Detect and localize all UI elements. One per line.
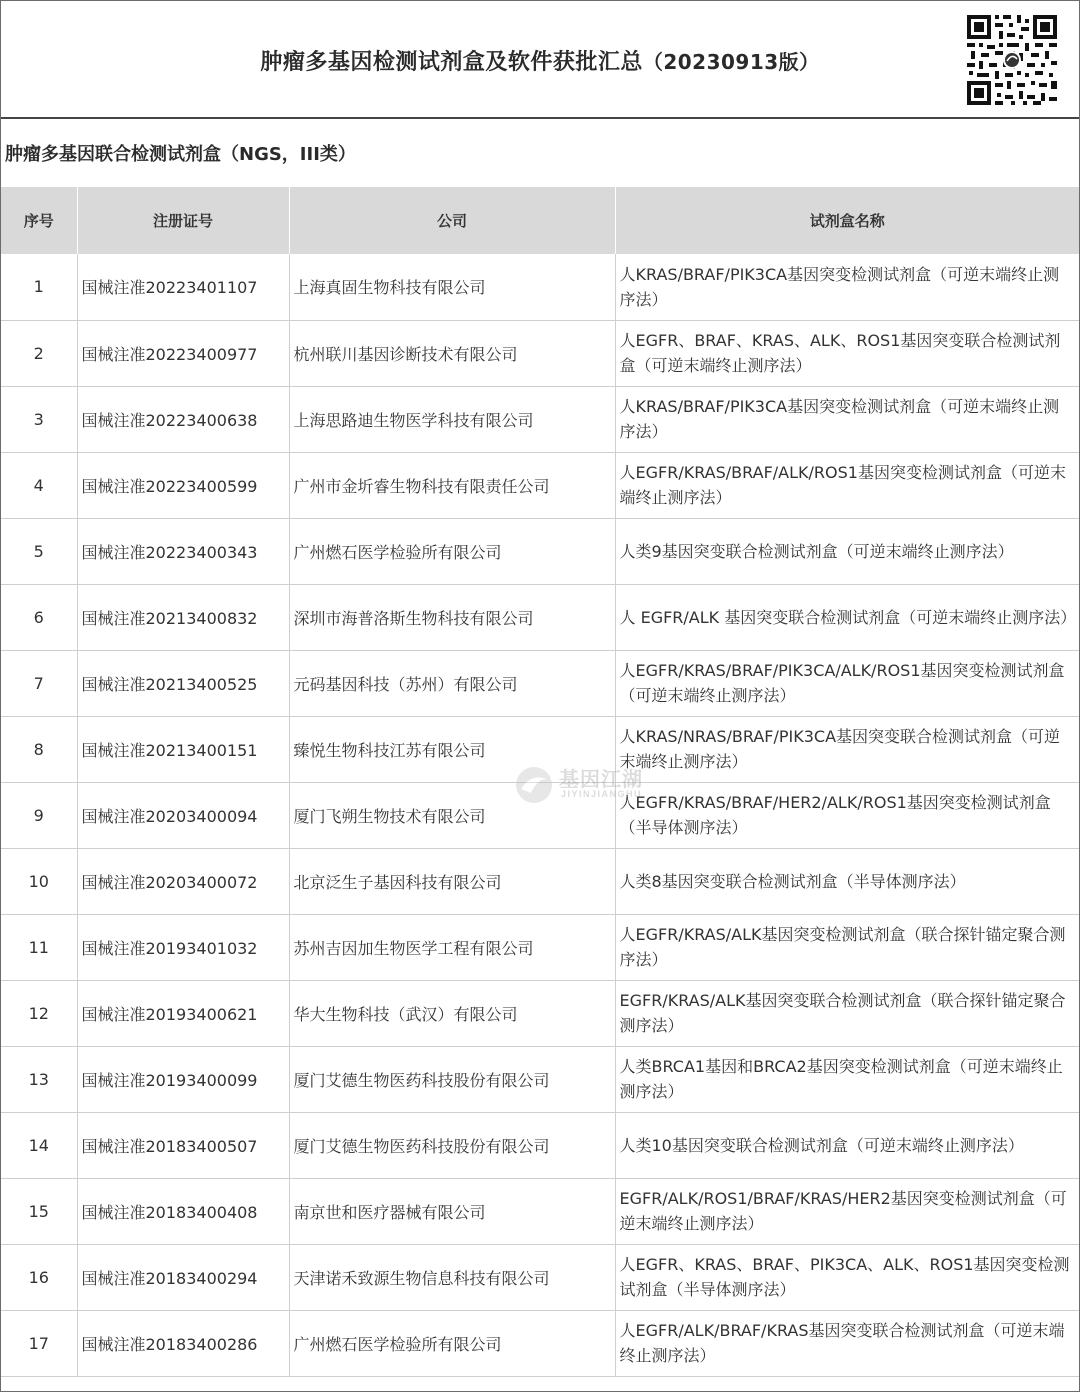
cell-registration-no: 国械注准20193400099 bbox=[77, 1046, 289, 1112]
cell-kit-name: 人KRAS/NRAS/BRAF/PIK3CA基因突变联合检测试剂盒（可逆末端终止测序法） bbox=[615, 716, 1079, 782]
cell-index: 11 bbox=[1, 914, 77, 980]
table-row bbox=[1, 782, 1079, 848]
cell-registration-no: 国械注准20223400977 bbox=[77, 320, 289, 386]
header-company: 公司 bbox=[289, 187, 615, 254]
cell-registration-no: 国械注准20213400832 bbox=[77, 584, 289, 650]
cell-company: 元码基因科技（苏州）有限公司 bbox=[289, 650, 615, 716]
cell-index: 5 bbox=[1, 518, 77, 584]
cell-index: 13 bbox=[1, 1046, 77, 1112]
cell-registration-no: 国械注准20183400507 bbox=[77, 1112, 289, 1178]
table-header bbox=[1, 187, 1079, 254]
table-row bbox=[1, 716, 1079, 782]
cell-kit-name: EGFR/ALK/ROS1/BRAF/KRAS/HER2基因突变检测试剂盒（可逆末端终止测序法） bbox=[615, 1178, 1079, 1244]
cell-kit-name: 人EGFR、KRAS、BRAF、PIK3CA、ALK、ROS1基因突变检测试剂盒（半导体测序法） bbox=[615, 1244, 1079, 1310]
cell-registration-no: 国械注准20203400072 bbox=[77, 848, 289, 914]
table-row bbox=[1, 650, 1079, 716]
header-registration-no: 注册证号 bbox=[77, 187, 289, 254]
table-row bbox=[1, 848, 1079, 914]
table-row bbox=[1, 914, 1079, 980]
cell-registration-no: 国械注准20223401107 bbox=[77, 254, 289, 320]
table-row bbox=[1, 1112, 1079, 1178]
cell-company: 北京泛生子基因科技有限公司 bbox=[289, 848, 615, 914]
cell-kit-name: 人KRAS/BRAF/PIK3CA基因突变检测试剂盒（可逆末端终止测序法） bbox=[615, 254, 1079, 320]
cell-kit-name: 人EGFR/ALK/BRAF/KRAS基因突变联合检测试剂盒（可逆末端终止测序法） bbox=[615, 1310, 1079, 1376]
table-row bbox=[1, 320, 1079, 386]
cell-registration-no: 国械注准20223400638 bbox=[77, 386, 289, 452]
cell-kit-name: 人EGFR、BRAF、KRAS、ALK、ROS1基因突变联合检测试剂盒（可逆末端终止测序法） bbox=[615, 320, 1079, 386]
table-row bbox=[1, 254, 1079, 320]
cell-index: 14 bbox=[1, 1112, 77, 1178]
cell-index: 4 bbox=[1, 452, 77, 518]
document-title bbox=[1, 45, 1079, 76]
cell-index: 15 bbox=[1, 1178, 77, 1244]
cell-kit-name: 人EGFR/KRAS/ALK基因突变检测试剂盒（联合探针锚定聚合测序法） bbox=[615, 914, 1079, 980]
cell-index: 9 bbox=[1, 782, 77, 848]
cell-company: 天津诺禾致源生物信息科技有限公司 bbox=[289, 1244, 615, 1310]
cell-kit-name: 人EGFR/KRAS/BRAF/ALK/ROS1基因突变检测试剂盒（可逆末端终止测序法） bbox=[615, 452, 1079, 518]
cell-kit-name: 人类BRCA1基因和BRCA2基因突变检测试剂盒（可逆末端终止测序法） bbox=[615, 1046, 1079, 1112]
table-row bbox=[1, 1310, 1079, 1376]
cell-kit-name: EGFR/KRAS/ALK基因突变联合检测试剂盒（联合探针锚定聚合测序法） bbox=[615, 980, 1079, 1046]
cell-company: 上海真固生物科技有限公司 bbox=[289, 254, 615, 320]
cell-index: 17 bbox=[1, 1310, 77, 1376]
cell-company: 上海思路迪生物医学科技有限公司 bbox=[289, 386, 615, 452]
cell-registration-no: 国械注准20203400094 bbox=[77, 782, 289, 848]
cell-registration-no: 国械注准20223400343 bbox=[77, 518, 289, 584]
qr-code-icon bbox=[965, 13, 1059, 107]
cell-company: 广州市金圻睿生物科技有限责任公司 bbox=[289, 452, 615, 518]
cell-company: 厦门艾德生物医药科技股份有限公司 bbox=[289, 1112, 615, 1178]
cell-company: 苏州吉因加生物医学工程有限公司 bbox=[289, 914, 615, 980]
cell-company: 广州燃石医学检验所有限公司 bbox=[289, 518, 615, 584]
document-header bbox=[1, 1, 1079, 119]
table-row bbox=[1, 452, 1079, 518]
cell-company: 臻悦生物科技江苏有限公司 bbox=[289, 716, 615, 782]
watermark-subtext: JIYINJIANGHU bbox=[561, 789, 643, 799]
watermark-text: 基因江湖 bbox=[559, 767, 643, 791]
cell-registration-no: 国械注准20193401032 bbox=[77, 914, 289, 980]
cell-index: 12 bbox=[1, 980, 77, 1046]
section-title: 肿瘤多基因联合检测试剂盒（NGS，III类） bbox=[5, 144, 356, 165]
table-row bbox=[1, 1178, 1079, 1244]
table-row bbox=[1, 584, 1079, 650]
header-kit-name: 试剂盒名称 bbox=[615, 187, 1079, 254]
document-title-text: 肿瘤多基因检测试剂盒及软件获批汇总 bbox=[260, 50, 643, 75]
header-index: 序号 bbox=[1, 187, 77, 254]
cell-company: 华大生物科技（武汉）有限公司 bbox=[289, 980, 615, 1046]
cell-index: 1 bbox=[1, 254, 77, 320]
table-row bbox=[1, 1046, 1079, 1112]
cell-index: 3 bbox=[1, 386, 77, 452]
cell-kit-name: 人类8基因突变联合检测试剂盒（半导体测序法） bbox=[615, 848, 1079, 914]
cell-registration-no: 国械注准20213400525 bbox=[77, 650, 289, 716]
cell-index: 16 bbox=[1, 1244, 77, 1310]
table-body bbox=[1, 254, 1079, 1376]
cell-index: 10 bbox=[1, 848, 77, 914]
cell-registration-no: 国械注准20213400151 bbox=[77, 716, 289, 782]
cell-company: 杭州联川基因诊断技术有限公司 bbox=[289, 320, 615, 386]
table-row bbox=[1, 1244, 1079, 1310]
table-row bbox=[1, 980, 1079, 1046]
cell-index: 8 bbox=[1, 716, 77, 782]
cell-company: 厦门艾德生物医药科技股份有限公司 bbox=[289, 1046, 615, 1112]
cell-registration-no: 国械注准20193400621 bbox=[77, 980, 289, 1046]
cell-registration-no: 国械注准20183400294 bbox=[77, 1244, 289, 1310]
cell-kit-name: 人KRAS/BRAF/PIK3CA基因突变检测试剂盒（可逆末端终止测序法） bbox=[615, 386, 1079, 452]
cell-kit-name: 人EGFR/KRAS/BRAF/HER2/ALK/ROS1基因突变检测试剂盒（半导体测序法） bbox=[615, 782, 1079, 848]
approval-table bbox=[1, 187, 1079, 1377]
cell-registration-no: 国械注准20183400286 bbox=[77, 1310, 289, 1376]
cell-index: 2 bbox=[1, 320, 77, 386]
table-row bbox=[1, 518, 1079, 584]
table-row bbox=[1, 386, 1079, 452]
cell-company: 广州燃石医学检验所有限公司 bbox=[289, 1310, 615, 1376]
cell-kit-name: 人类9基因突变联合检测试剂盒（可逆末端终止测序法） bbox=[615, 518, 1079, 584]
cell-company: 深圳市海普洛斯生物科技有限公司 bbox=[289, 584, 615, 650]
cell-index: 7 bbox=[1, 650, 77, 716]
cell-registration-no: 国械注准20223400599 bbox=[77, 452, 289, 518]
cell-kit-name: 人类10基因突变联合检测试剂盒（可逆末端终止测序法） bbox=[615, 1112, 1079, 1178]
cell-index: 6 bbox=[1, 584, 77, 650]
table-header-row bbox=[1, 187, 1079, 254]
cell-company: 南京世和医疗器械有限公司 bbox=[289, 1178, 615, 1244]
cell-company: 厦门飞朔生物技术有限公司 bbox=[289, 782, 615, 848]
cell-kit-name: 人EGFR/KRAS/BRAF/PIK3CA/ALK/ROS1基因突变检测试剂盒（可逆末端终止测序法） bbox=[615, 650, 1079, 716]
document-version: （20230913版） bbox=[642, 50, 820, 74]
cell-registration-no: 国械注准20183400408 bbox=[77, 1178, 289, 1244]
cell-kit-name: 人 EGFR/ALK 基因突变联合检测试剂盒（可逆末端终止测序法） bbox=[615, 584, 1079, 650]
